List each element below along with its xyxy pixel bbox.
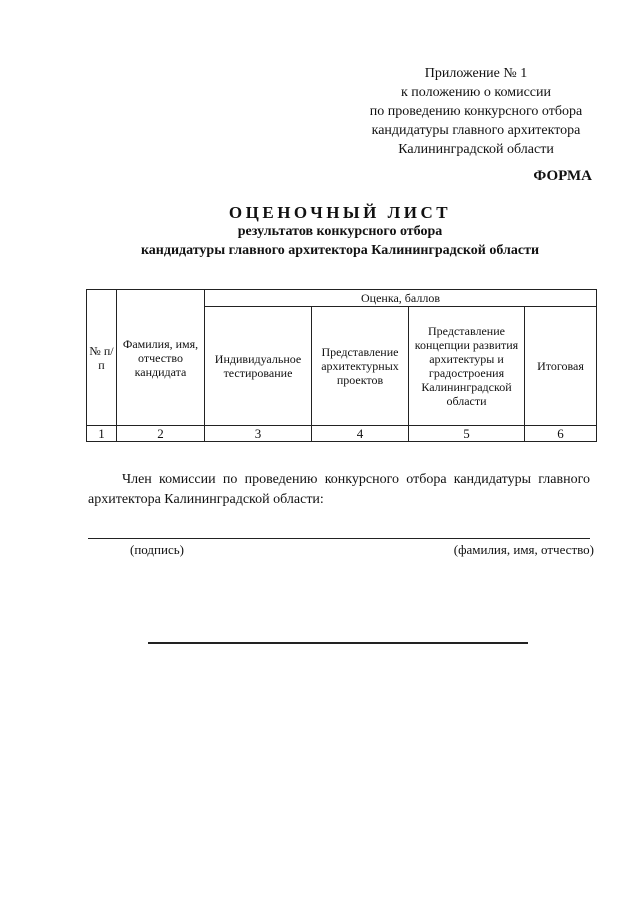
column-header-total: Итоговая — [525, 307, 597, 426]
subtitle-line: результатов конкурсного отбора — [237, 224, 443, 239]
appendix-line: Калининградской области — [398, 142, 554, 157]
form-label: ФОРМА — [533, 168, 592, 184]
document-subtitle — [0, 222, 640, 260]
appendix-line: кандидатуры главного архитектора — [371, 123, 581, 138]
column-header-projects: Представление архитектурных проектов — [312, 307, 409, 426]
column-number: 3 — [205, 426, 312, 442]
full-name-caption: (фамилия, имя, отчество) — [453, 542, 594, 557]
column-header-number: № п/п — [87, 290, 117, 426]
column-number: 1 — [87, 426, 117, 442]
column-group-score: Оценка, баллов — [205, 290, 597, 307]
signature-line — [88, 538, 590, 539]
signature-caption: (подпись) — [130, 542, 184, 557]
closing-divider — [148, 642, 528, 644]
column-header-testing: Индивидуальное тестирование — [205, 307, 312, 426]
appendix-block — [340, 64, 612, 159]
document-title: ОЦЕНОЧНЫЙ ЛИСТ — [228, 203, 452, 222]
column-number: 2 — [117, 426, 205, 442]
evaluation-table — [86, 289, 597, 442]
appendix-line: к положению о комиссии — [401, 85, 551, 100]
column-number: 5 — [409, 426, 525, 442]
member-statement-text: Член комиссии по проведению конкурсного отбора кандидатуры главного архитектора Калининградской области: — [88, 472, 590, 507]
column-header-concept: Представление концепции развития архитектуры и градостроения Калининградской области — [409, 307, 525, 426]
member-statement — [88, 470, 590, 510]
subtitle-line: кандидатуры главного архитектора Калининградской области — [140, 243, 540, 258]
column-number: 4 — [312, 426, 409, 442]
column-number: 6 — [525, 426, 597, 442]
appendix-title: Приложение № 1 — [424, 66, 528, 81]
column-header-name: Фамилия, имя, отчество кандидата — [117, 290, 205, 426]
appendix-line: по проведению конкурсного отбора — [369, 104, 583, 119]
